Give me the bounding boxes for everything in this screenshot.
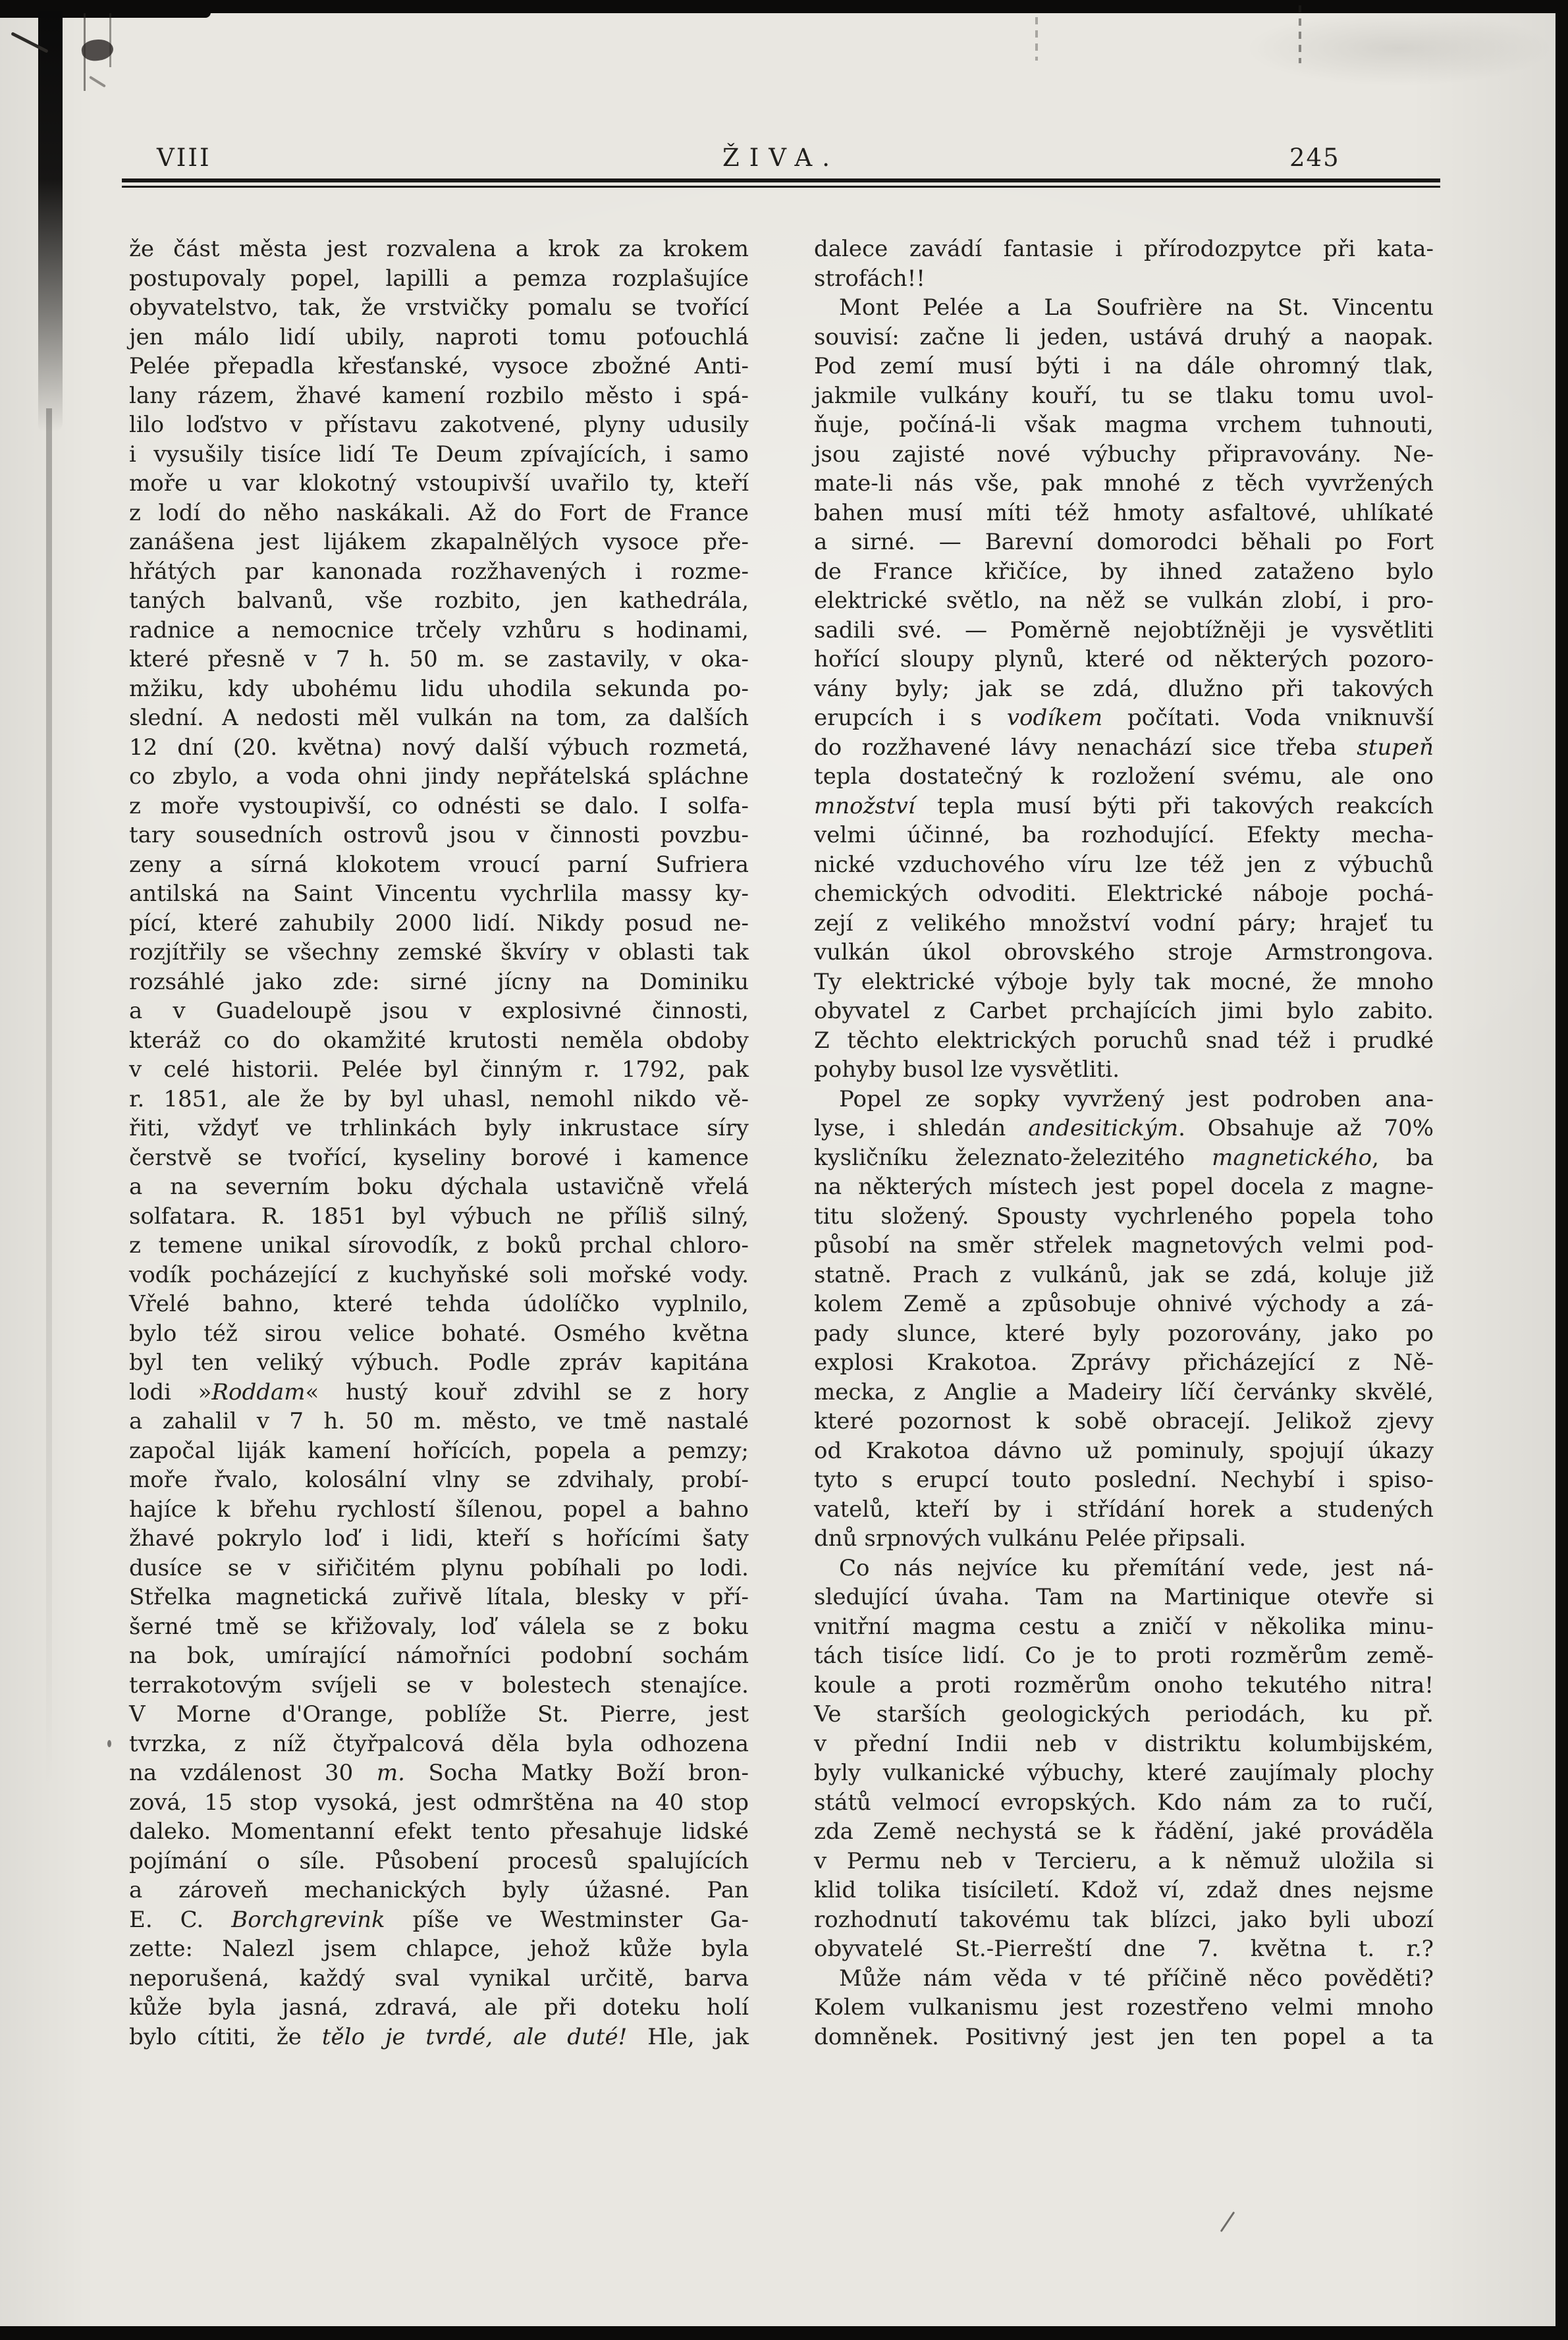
text-line: Pod zemí musí býti i na dále ohromný tlak, <box>814 353 1434 379</box>
text-line: a v Guadeloupě jsou v explosivné činnosti, <box>129 998 749 1024</box>
text-line: postupovaly popel, lapilli a pemza rozplašujíce <box>129 265 749 292</box>
text-line: Vřelé bahno, které tehda údolíčko vyplnilo, <box>129 1291 749 1317</box>
text-line: jakmile vulkány kouří, tu se tlaku tomu uvol- <box>814 382 1434 409</box>
scan-edge-bottom <box>0 2326 1568 2340</box>
text-line: souvisí: začne li jeden, ustává druhý a naopak. <box>814 323 1434 350</box>
page-number: 245 <box>1289 144 1340 172</box>
scan-margin-dot <box>107 1740 111 1747</box>
text-column-left <box>129 234 749 2052</box>
text-line: a na severním boku dýchala ustavičně vřelá <box>129 1174 749 1200</box>
scan-dash-mark-1 <box>1035 17 1038 61</box>
text-line: od Krakotoa dávno už pominuly, spojují úkazy <box>814 1437 1434 1464</box>
scan-thin-line-1 <box>84 13 86 91</box>
text-line: dnů srpnových vulkánu Pelée připsali. <box>814 1525 1247 1552</box>
text-line: států velmocí evropských. Kdo nám za to ručí, <box>814 1789 1434 1816</box>
text-line: hřátých par kanonada rozžhavených i rozme- <box>129 558 749 585</box>
text-line: v přední Indii neb v distriktu kolumbijském, <box>814 1730 1434 1757</box>
text-line: čerstvě se tvořící, kyseliny borové i kamence <box>129 1144 749 1171</box>
text-line: započal liják kamení hořících, popela a pemzy; <box>129 1437 749 1464</box>
text-line: šerné tmě se křižovaly, loď válela se z boku <box>129 1613 749 1640</box>
scan-edge-top-left <box>0 0 211 18</box>
text-line: mecka, z Anglie a Madeiry líčí červánky skvělé, <box>814 1378 1434 1405</box>
text-line: zanášena jest lijákem zkapalnělých vysoce pře- <box>129 529 749 555</box>
text-line: Kolem vulkanismu jest rozestřeno velmi mnoho <box>814 1994 1434 2021</box>
text-line: statně. Prach z vulkánů, jak se zdá, koluje již <box>814 1261 1434 1288</box>
scan-scratch-bottom-right <box>1220 2212 1235 2233</box>
text-line: že část města jest rozvalena a krok za krokem <box>129 236 749 262</box>
text-line: klid tolika tisíciletí. Kdož ví, zdaž dnes nejsme <box>814 1877 1434 1903</box>
journal-title: ŽIVA. <box>722 144 840 172</box>
text-line: obyvatelé St.-Pierreští dne 7. května t. r.? <box>814 1936 1434 1962</box>
text-line: a zahalil v 7 h. 50 m. město, ve tmě nastalé <box>129 1408 749 1434</box>
text-line: Může nám věda v té příčině něco pověděti? <box>839 1965 1434 1992</box>
text-line: působí na směr střelek magnetových velmi pod- <box>814 1232 1434 1259</box>
text-line: V Morne d'Orange, poblíže St. Pierre, jest <box>129 1701 749 1728</box>
text-line: žhavé pokrylo loď i lidi, kteří s hořícími šaty <box>129 1525 749 1552</box>
text-line: na některých místech jest popel docela z magne- <box>814 1174 1434 1200</box>
text-line: slední. A nedosti měl vulkán na tom, za dalších <box>129 705 749 731</box>
text-line: zeny a sírná klokotem vroucí parní Sufriera <box>129 851 749 878</box>
text-line: co zbylo, a voda ohni jindy nepřátelská spláchne <box>129 763 749 790</box>
text-line: Ve starších geologických periodách, ku př. <box>814 1701 1434 1728</box>
text-line: byl ten veliký výbuch. Podle zpráv kapitána <box>129 1349 749 1376</box>
text-line: elektrické světlo, na něž se vulkán zlobí, i pro- <box>814 587 1434 614</box>
text-line: vnitřní magma cestu a zničí v několika minu- <box>814 1613 1434 1640</box>
text-line: z lodí do něho naskákali. Až do Fort de France <box>129 499 749 526</box>
text-line: jen málo lidí ubily, naproti tomu poťouchlá <box>129 323 749 350</box>
text-line: moře řvalo, kolosální vlny se zdvihaly, probí- <box>129 1467 749 1493</box>
text-line: kolem Země a způsobuje ohnivé východy a zá- <box>814 1291 1434 1317</box>
text-line: rozhodnutí takovému tak blízci, jako byli ubozí <box>814 1906 1434 1933</box>
running-head <box>0 144 1568 173</box>
text-line: Popel ze sopky vyvržený jest podroben ana- <box>839 1085 1434 1112</box>
scan-gutter-shadow <box>38 11 63 432</box>
text-line: a zároveň mechanických byly úžasné. Pan <box>129 1877 749 1903</box>
text-line: i vysušily tisíce lidí Te Deum zpívajících, i samo <box>129 441 749 468</box>
text-line: nické vzduchového víru lze též jen z výbuchů <box>814 851 1434 878</box>
text-line: lilo loďstvo v přístavu zakotvené, plyny udusily <box>129 412 749 438</box>
text-line: neporušená, každý sval vynikal určitě, barva <box>129 1965 749 1992</box>
text-line: rozsáhlé jako zde: sirné jícny na Dominiku <box>129 968 749 995</box>
text-line: v Permu neb v Tercieru, a k němuž uložila si <box>814 1847 1434 1874</box>
text-line: z moře vystoupivší, co odnésti se dalo. I solfa- <box>129 792 749 819</box>
text-line: solfatara. R. 1851 byl výbuch ne příliš silný, <box>129 1203 749 1230</box>
text-line: moře u var klokotný vstoupivší uvařilo ty, kteří <box>129 470 749 497</box>
text-line: Co nás nejvíce ku přemítání vede, jest ná- <box>839 1554 1434 1581</box>
text-line: hořící sloupy plynů, které od některých pozoro- <box>814 646 1434 672</box>
text-line: které přesně v 7 h. 50 m. se zastavily, v oka- <box>129 646 749 672</box>
text-line: mžiku, kdy ubohému lidu uhodila sekunda po- <box>129 675 749 702</box>
text-line: koule a proti rozměrům onoho tekutého nitra! <box>814 1672 1434 1699</box>
scan-smudge-top-right <box>1245 11 1554 86</box>
scan-small-mark <box>89 76 106 88</box>
scan-gutter-line <box>46 408 52 1791</box>
text-line: velmi účinné, ba rozhodující. Efekty mecha- <box>814 822 1434 848</box>
text-line: které pozornost k sobě obracejí. Jelikož zjevy <box>814 1408 1434 1434</box>
text-line: titu složený. Spousty vychrleného popela toho <box>814 1203 1434 1230</box>
text-line: Pelée přepadla křesťanské, vysoce zbožné Anti- <box>129 353 749 379</box>
text-line: byly vulkanické výbuchy, které zaujímaly plochy <box>814 1760 1434 1786</box>
volume-roman-numeral: VIII <box>157 144 211 172</box>
text-line: obyvatel z Carbet prchajících jimi bylo zabito. <box>814 998 1434 1024</box>
header-rule-thin <box>122 186 1440 188</box>
text-line: taných balvanů, vše rozbito, jen kathedrála, <box>129 587 749 614</box>
text-line: kysličníku železnato-železitého magnetického, ba <box>814 1144 1434 1171</box>
text-line: hajíce k břehu rychlostí šílenou, popel a bahno <box>129 1496 749 1523</box>
text-line: Ty elektrické výboje byly tak mocné, že mnoho <box>814 968 1434 995</box>
text-line: strofách!! <box>814 265 925 292</box>
text-line: tary sousedních ostrovů jsou v činnosti povzbu- <box>129 822 749 848</box>
text-line: dalece zavádí fantasie i přírodozpytce při kata- <box>814 236 1434 262</box>
text-line: lodi »Roddam« hustý kouř zdvihl se z hory <box>129 1378 749 1405</box>
text-line: mate-li nás vše, pak mnohé z těch vyvržených <box>814 470 1434 497</box>
text-line: tepla dostatečný k rozložení svému, ale ono <box>814 763 1434 790</box>
text-line: explosi Krakotoa. Zprávy přicházející z Ně- <box>814 1349 1434 1376</box>
text-line: řiti, vždyť ve trhlinkách byly inkrustace síry <box>129 1115 749 1141</box>
text-line: kůže byla jasná, zdravá, ale při doteku holí <box>129 1994 749 2021</box>
header-rule-thick <box>122 178 1440 182</box>
text-line: dusíce se v siřičitém plynu pobíhali po lodi. <box>129 1554 749 1581</box>
text-line: a sirné. — Barevní domorodci běhali po Fort <box>814 529 1434 555</box>
text-line: na vzdálenost 30 m. Socha Matky Boží bron- <box>129 1760 749 1786</box>
text-line: bahen musí míti též hmoty asfaltové, uhlíkaté <box>814 499 1434 526</box>
text-line: vodík pocházející z kuchyňské soli mořské vody. <box>129 1261 749 1288</box>
text-line: Mont Pelée a La Soufrière na St. Vincentu <box>839 294 1434 321</box>
text-column-right <box>814 234 1434 2052</box>
text-line: lyse, i shledán andesitickým. Obsahuje až 70% <box>814 1115 1434 1141</box>
text-line: antilská na Saint Vincentu vychrlila massy ky- <box>129 881 749 907</box>
text-line: r. 1851, ale že by byl uhasl, nemohl nikdo vě- <box>129 1085 749 1112</box>
scan-thin-line-2 <box>109 13 111 67</box>
text-line: daleko. Momentanní efekt tento přesahuje lidské <box>129 1818 749 1845</box>
text-line: pojímání o síle. Působení procesů spalujících <box>129 1847 749 1874</box>
text-line: Z těchto elektrických poruchů snad též i prudké <box>814 1027 1434 1054</box>
text-line: vulkán úkol obrovského stroje Armstrongova. <box>814 939 1434 966</box>
text-line: sadili své. — Poměrně nejobtížněji je vysvětliti <box>814 616 1434 643</box>
text-line: de France křičíce, by ihned zataženo bylo <box>814 558 1434 585</box>
text-line: terrakotovým svíjeli se v bolestech stenajíce. <box>129 1672 749 1699</box>
text-line: tyto s erupcí touto poslední. Nechybí i spiso- <box>814 1467 1434 1493</box>
text-line: domněnek. Positivný jest jen ten popel a ta <box>814 2023 1434 2050</box>
text-line: tách tisíce lidí. Co je to proti rozměrům země- <box>814 1643 1434 1669</box>
text-line: na bok, umírající námořníci podobní sochám <box>129 1643 749 1669</box>
text-line: sledující úvaha. Tam na Martinique otevře si <box>814 1584 1434 1610</box>
text-line: radnice a nemocnice trčely vzhůru s hodinami, <box>129 616 749 643</box>
text-line: E. C. Borchgrevink píše ve Westminster Ga- <box>129 1906 749 1933</box>
text-line: v celé historii. Pelée byl činným r. 1792, pak <box>129 1056 749 1083</box>
text-line: tvrzka, z níž čtyřpalcová děla byla odhozena <box>129 1730 749 1757</box>
text-line: zette: Nalezl jsem chlapce, jehož kůže byla <box>129 1936 749 1962</box>
text-line: pící, které zahubily 2000 lidí. Nikdy posud ne- <box>129 910 749 937</box>
text-line: kteráž co do okamžité krutosti neměla obdoby <box>129 1027 749 1054</box>
text-line: obyvatelstvo, tak, že vrstvičky pomalu se tvořící <box>129 294 749 321</box>
text-line: zda Země nechystá se k řádění, jaké prováděla <box>814 1818 1434 1845</box>
text-line: do rozžhavené lávy nenachází sice třeba stupeň <box>814 734 1434 761</box>
text-line: Střelka magnetická zuřivě lítala, blesky v pří- <box>129 1584 749 1610</box>
text-line: vány byly; jak se zdá, dlužno při takových <box>814 675 1434 702</box>
text-line: erupcích i s vodíkem počítati. Voda vniknuvší <box>814 705 1434 731</box>
text-line: jsou zajisté nové výbuchy připravovány. Ne- <box>814 441 1434 468</box>
text-line: zová, 15 stop vysoká, jest odmrštěna na 40 stop <box>129 1789 749 1816</box>
text-line: ňuje, počíná-li však magma vrchem tuhnouti, <box>814 412 1434 438</box>
text-line: bylo též sirou velice bohaté. Osmého května <box>129 1320 749 1347</box>
scan-edge-right <box>1555 0 1568 2340</box>
text-line: pohyby busol lze vysvětliti. <box>814 1056 1120 1083</box>
text-line: z temene unikal sírovodík, z boků prchal chloro- <box>129 1232 749 1259</box>
text-line: zejí z velikého množství vodní páry; hrajeť tu <box>814 910 1434 937</box>
text-line: pady slunce, které byly pozorovány, jako po <box>814 1320 1434 1347</box>
text-line: chemických odvoditi. Elektrické náboje pochá- <box>814 881 1434 907</box>
text-line: bylo cítiti, že tělo je tvrdé, ale duté! Hle, jak <box>129 2023 749 2050</box>
text-line: vatelů, kteří by i střídání horek a studených <box>814 1496 1434 1523</box>
text-line: lany rázem, žhavé kamení rozbilo město i spá- <box>129 382 749 409</box>
text-line: 12 dní (20. května) nový další výbuch rozmetá, <box>129 734 749 761</box>
text-line: množství tepla musí býti při takových reakcích <box>814 792 1434 819</box>
text-line: rozjítřily se všechny zemské škvíry v oblasti tak <box>129 939 749 966</box>
